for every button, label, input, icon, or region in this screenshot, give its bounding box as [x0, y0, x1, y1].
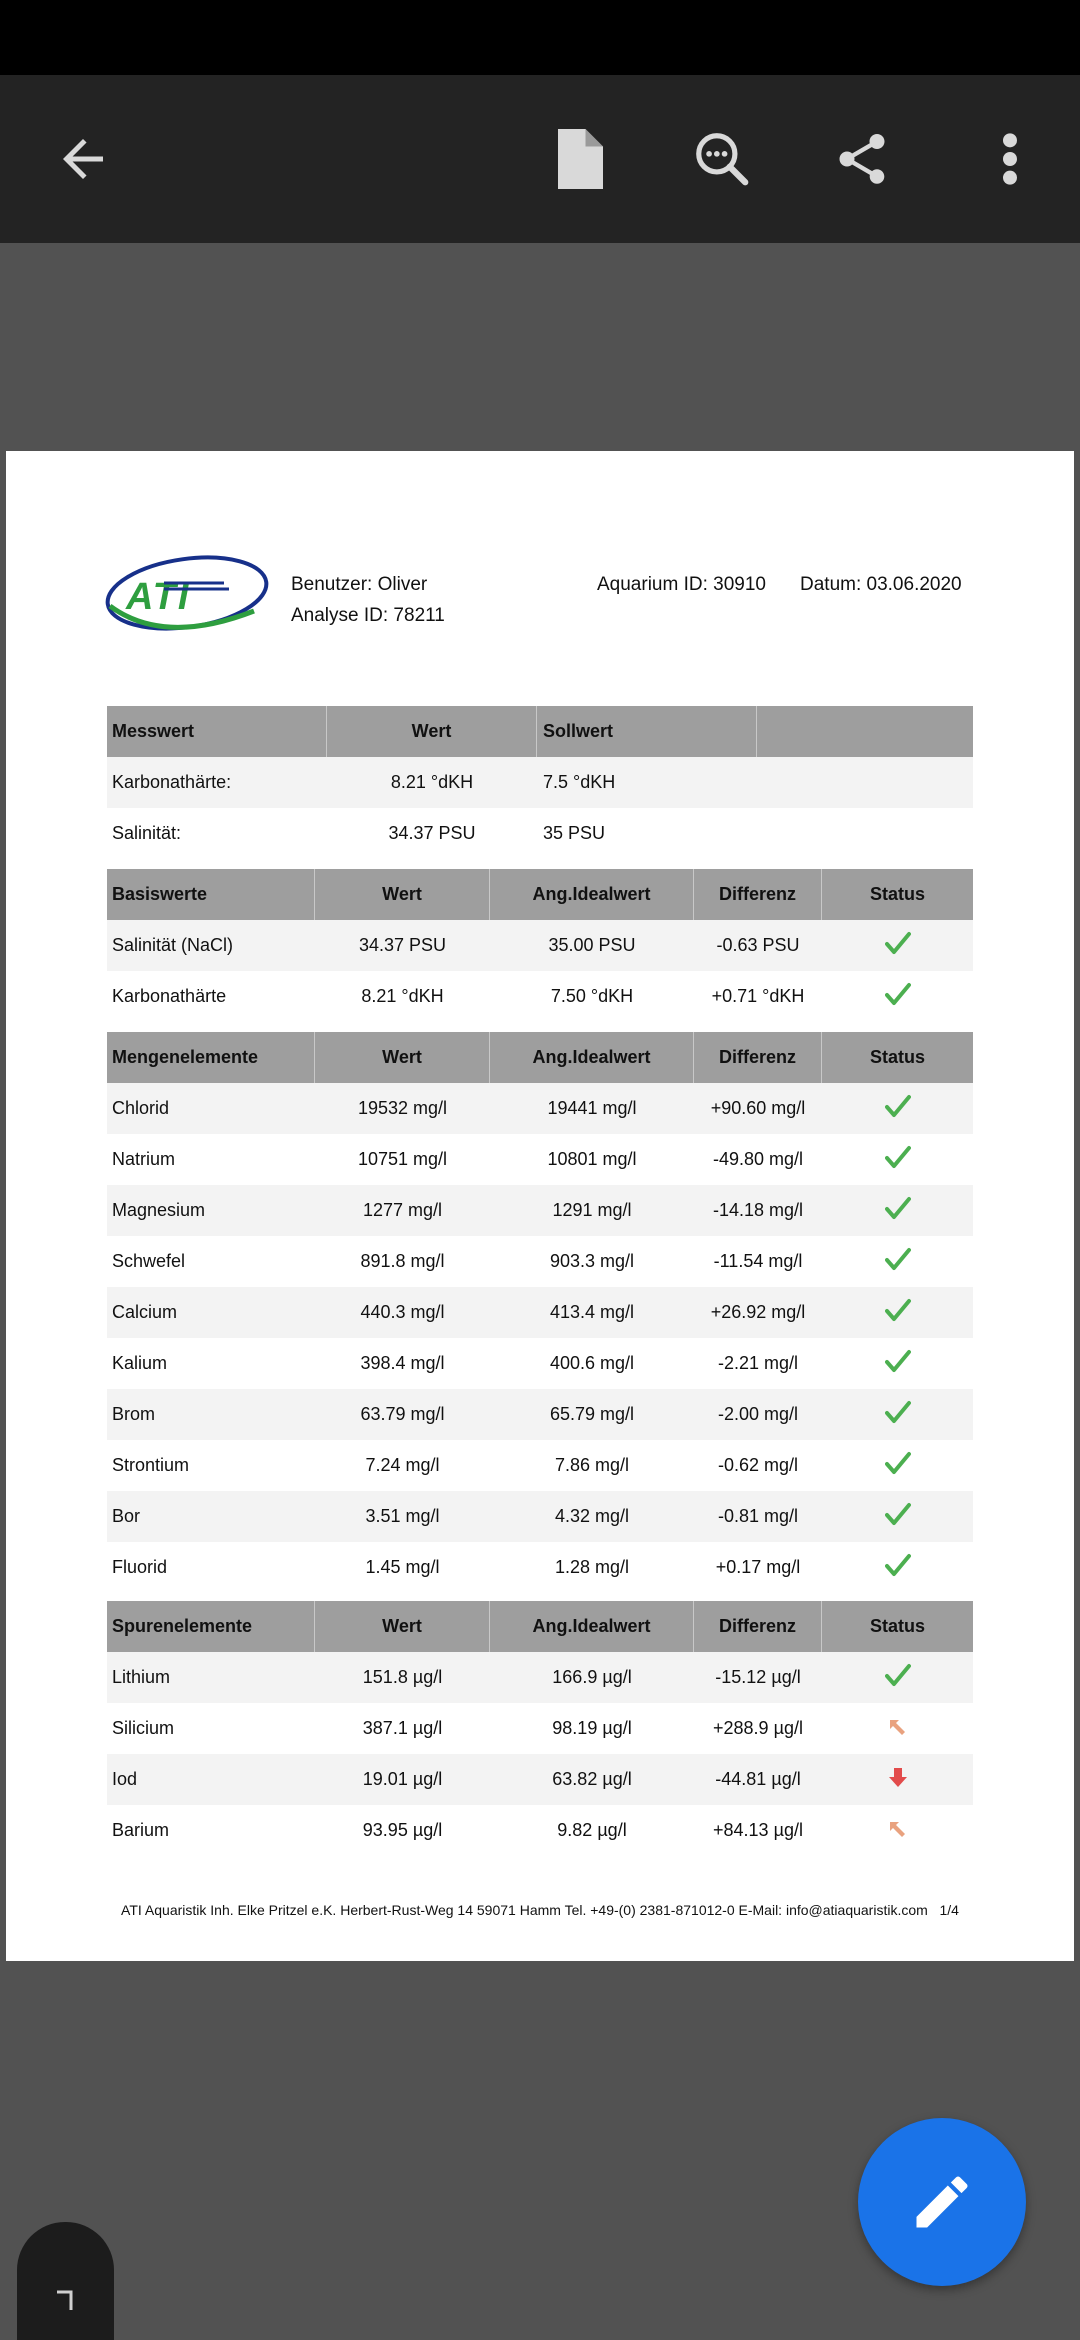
status-cell	[822, 1134, 973, 1185]
table-row	[107, 971, 973, 1022]
difference-cell: -2.21 mg/l	[717, 1353, 799, 1373]
parameter-name: Silicium	[112, 1718, 175, 1738]
table-header-row	[107, 706, 973, 757]
value-cell: 63.79 mg/l	[360, 1404, 445, 1424]
ideal-value-cell: 7.86 mg/l	[554, 1455, 630, 1475]
ideal-value-cell: 98.19 µg/l	[552, 1718, 632, 1738]
table-row	[107, 1338, 973, 1389]
header-cell: Wert	[315, 1032, 490, 1083]
value-cell: 19.01 µg/l	[362, 1769, 443, 1789]
table-row	[107, 1134, 973, 1185]
side-panel-handle[interactable]	[17, 2222, 114, 2340]
header-cell	[757, 706, 973, 757]
parameter-name: Magnesium	[112, 1200, 206, 1220]
empty-cell	[757, 808, 973, 859]
header-cell: Status	[869, 1616, 925, 1636]
value-cell: 34.37 PSU	[388, 823, 476, 843]
pdf-page[interactable]	[6, 451, 1074, 1961]
ideal-value-cell: 903.3 mg/l	[549, 1251, 635, 1271]
table-row	[107, 1491, 973, 1542]
mengen-table	[107, 1032, 973, 1593]
table-row	[107, 1542, 973, 1593]
table-header-row	[107, 869, 973, 920]
status-ok-icon	[885, 1349, 911, 1378]
parameter-name: Brom	[112, 1404, 156, 1424]
value-cell: 387.1 µg/l	[362, 1718, 443, 1738]
value-cell: 8.21 °dKH	[390, 772, 474, 792]
difference-cell: -2.00 mg/l	[717, 1404, 799, 1424]
difference-cell: +0.71 °dKH	[711, 986, 805, 1006]
parameter-name: Lithium	[112, 1667, 171, 1687]
table-row	[107, 757, 973, 808]
status-high-arrow-icon	[887, 1715, 909, 1742]
row-label: Karbonathärte:	[112, 772, 232, 792]
pencil-icon	[908, 2168, 976, 2236]
ideal-value-cell: 4.32 mg/l	[554, 1506, 630, 1526]
header-cell: Spurenelemente	[107, 1601, 315, 1652]
aquarium-id: Aquarium ID: 30910	[597, 574, 766, 595]
header-cell: Basiswerte	[107, 869, 315, 920]
ideal-value-cell: 7.50 °dKH	[550, 986, 634, 1006]
header-cell: Differenz	[694, 1032, 822, 1083]
status-cell	[822, 1491, 973, 1542]
parameter-name: Schwefel	[112, 1251, 186, 1271]
status-cell	[822, 971, 973, 1022]
status-ok-icon	[885, 1145, 911, 1174]
difference-cell: -0.63 PSU	[716, 935, 800, 955]
table-row	[107, 1440, 973, 1491]
more-options-button[interactable]	[955, 75, 1065, 243]
ideal-value-cell: 65.79 mg/l	[549, 1404, 635, 1424]
status-low-arrow-icon	[887, 1766, 909, 1793]
difference-cell: -44.81 µg/l	[715, 1769, 801, 1789]
share-icon	[832, 129, 892, 189]
header-cell: Ang.Idealwert	[490, 1601, 694, 1652]
table-row	[107, 1652, 973, 1703]
target-cell: 7.5 °dKH	[543, 772, 616, 792]
ideal-value-cell: 19441 mg/l	[547, 1098, 637, 1118]
difference-cell: +26.92 mg/l	[710, 1302, 806, 1322]
ideal-value-cell: 413.4 mg/l	[549, 1302, 635, 1322]
edit-fab-button[interactable]	[858, 2118, 1026, 2286]
status-ok-icon	[885, 1663, 911, 1692]
header-cell: Ang.Idealwert	[490, 869, 694, 920]
table-row	[107, 1236, 973, 1287]
parameter-name: Salinität (NaCl)	[112, 935, 234, 955]
status-ok-icon	[885, 1502, 911, 1531]
ideal-value-cell: 166.9 µg/l	[552, 1667, 632, 1687]
header-cell: Status	[869, 884, 925, 904]
share-button[interactable]	[807, 75, 917, 243]
value-cell: 440.3 mg/l	[360, 1302, 445, 1322]
value-cell: 3.51 mg/l	[365, 1506, 440, 1526]
difference-cell: +0.17 mg/l	[715, 1557, 801, 1577]
basis-table	[107, 869, 973, 1022]
status-cell	[822, 1440, 973, 1491]
ideal-value-cell: 9.82 µg/l	[557, 1820, 627, 1840]
ideal-value-cell: 63.82 µg/l	[552, 1769, 632, 1789]
search-in-document-button[interactable]	[667, 75, 777, 243]
spuren-table	[107, 1601, 973, 1856]
parameter-name: Calcium	[112, 1302, 178, 1322]
parameter-name: Fluorid	[112, 1557, 168, 1577]
status-cell	[822, 1338, 973, 1389]
difference-cell: -49.80 mg/l	[712, 1149, 804, 1169]
table-row	[107, 1703, 973, 1754]
status-cell	[822, 1236, 973, 1287]
difference-cell: -0.81 mg/l	[717, 1506, 799, 1526]
value-cell: 10751 mg/l	[357, 1149, 448, 1169]
status-cell	[822, 1652, 973, 1703]
status-ok-icon	[885, 1247, 911, 1276]
status-ok-icon	[885, 1298, 911, 1327]
svg-text:ATI: ATI	[126, 576, 191, 618]
value-cell: 93.95 µg/l	[362, 1820, 443, 1840]
status-cell	[822, 1542, 973, 1593]
header-cell: Wert	[315, 1601, 490, 1652]
header-cell: Wert	[315, 869, 490, 920]
ideal-value-cell: 35.00 PSU	[548, 935, 636, 955]
status-ok-icon	[885, 1451, 911, 1480]
ideal-value-cell: 10801 mg/l	[547, 1149, 637, 1169]
value-cell: 1.45 mg/l	[365, 1557, 440, 1577]
header-cell: Differenz	[694, 1601, 822, 1652]
difference-cell: -0.62 mg/l	[717, 1455, 799, 1475]
table-header-row	[107, 1601, 973, 1652]
target-cell: 35 PSU	[543, 823, 606, 843]
status-ok-icon	[885, 1400, 911, 1429]
difference-cell: -11.54 mg/l	[713, 1251, 803, 1271]
header-cell: Sollwert	[537, 706, 757, 757]
parameter-name: Natrium	[112, 1149, 176, 1169]
toolbar	[0, 75, 1080, 243]
back-button[interactable]	[28, 75, 138, 243]
row-label: Salinität:	[112, 823, 182, 843]
status-cell	[822, 1805, 973, 1856]
footer-text: ATI Aquaristik Inh. Elke Pritzel e.K. Herbert-Rust-Weg 14 59071 Hamm Tel. +49-(0) 2381-871012-0 E-Mail: info@atiaquaristik.com	[121, 1902, 928, 1918]
value-cell: 34.37 PSU	[358, 935, 447, 955]
difference-cell: +84.13 µg/l	[713, 1820, 803, 1840]
status-cell	[822, 1185, 973, 1236]
difference-cell: -15.12 µg/l	[715, 1667, 801, 1687]
header-cell: Wert	[327, 706, 537, 757]
parameter-name: Iod	[112, 1769, 138, 1789]
document-icon	[550, 129, 606, 189]
ideal-value-cell: 400.6 mg/l	[549, 1353, 635, 1373]
table-row	[107, 1805, 973, 1856]
status-ok-icon	[885, 1553, 911, 1582]
table-row	[107, 1389, 973, 1440]
status-ok-icon	[885, 931, 911, 960]
summary-table	[107, 706, 973, 859]
parameter-name: Karbonathärte	[112, 986, 227, 1006]
page-footer	[6, 1902, 1074, 1918]
value-cell: 1277 mg/l	[362, 1200, 443, 1220]
header-cell: Differenz	[694, 869, 822, 920]
difference-cell: +90.60 mg/l	[710, 1098, 806, 1118]
status-high-arrow-icon	[887, 1817, 909, 1844]
more-vert-icon	[1000, 131, 1020, 187]
status-ok-icon	[885, 1196, 911, 1225]
parameter-name: Barium	[112, 1820, 170, 1840]
ati-logo	[104, 551, 270, 641]
header-cell: Status	[869, 1047, 925, 1067]
bracket-icon	[51, 2284, 81, 2314]
report-date: Datum: 03.06.2020	[800, 574, 962, 595]
value-cell: 7.24 mg/l	[365, 1455, 440, 1475]
value-cell: 151.8 µg/l	[362, 1667, 443, 1687]
table-row	[107, 920, 973, 971]
parameter-name: Bor	[112, 1506, 141, 1526]
user-label: Benutzer: Oliver	[291, 574, 428, 595]
search-in-document-icon	[691, 128, 753, 190]
ideal-value-cell: 1.28 mg/l	[554, 1557, 630, 1577]
status-cell	[822, 1083, 973, 1134]
ideal-value-cell: 1291 mg/l	[552, 1200, 632, 1220]
value-cell: 19532 mg/l	[357, 1098, 448, 1118]
parameter-name: Kalium	[112, 1353, 168, 1373]
value-cell: 8.21 °dKH	[361, 986, 444, 1006]
value-cell: 398.4 mg/l	[360, 1353, 445, 1373]
header-cell: Ang.Idealwert	[490, 1032, 694, 1083]
empty-cell	[757, 757, 973, 808]
parameter-name: Strontium	[112, 1455, 190, 1475]
status-cell	[822, 1703, 973, 1754]
parameter-name: Chlorid	[112, 1098, 170, 1118]
difference-cell: +288.9 µg/l	[713, 1718, 803, 1738]
table-row	[107, 1185, 973, 1236]
status-bar	[0, 0, 1080, 75]
document-button[interactable]	[523, 75, 633, 243]
value-cell: 891.8 mg/l	[360, 1251, 445, 1271]
status-cell	[822, 1287, 973, 1338]
status-ok-icon	[885, 982, 911, 1011]
difference-cell: -14.18 mg/l	[712, 1200, 804, 1220]
status-cell	[822, 1754, 973, 1805]
page-number: 1/4	[939, 1902, 959, 1918]
header-cell: Messwert	[107, 706, 327, 757]
table-row	[107, 808, 973, 859]
status-ok-icon	[885, 1094, 911, 1123]
status-cell	[822, 1389, 973, 1440]
arrow-left-icon	[53, 129, 113, 189]
table-row	[107, 1754, 973, 1805]
table-row	[107, 1287, 973, 1338]
table-row	[107, 1083, 973, 1134]
header-cell: Mengenelemente	[107, 1032, 315, 1083]
analysis-id: Analyse ID: 78211	[291, 605, 445, 626]
status-cell	[822, 920, 973, 971]
table-header-row	[107, 1032, 973, 1083]
